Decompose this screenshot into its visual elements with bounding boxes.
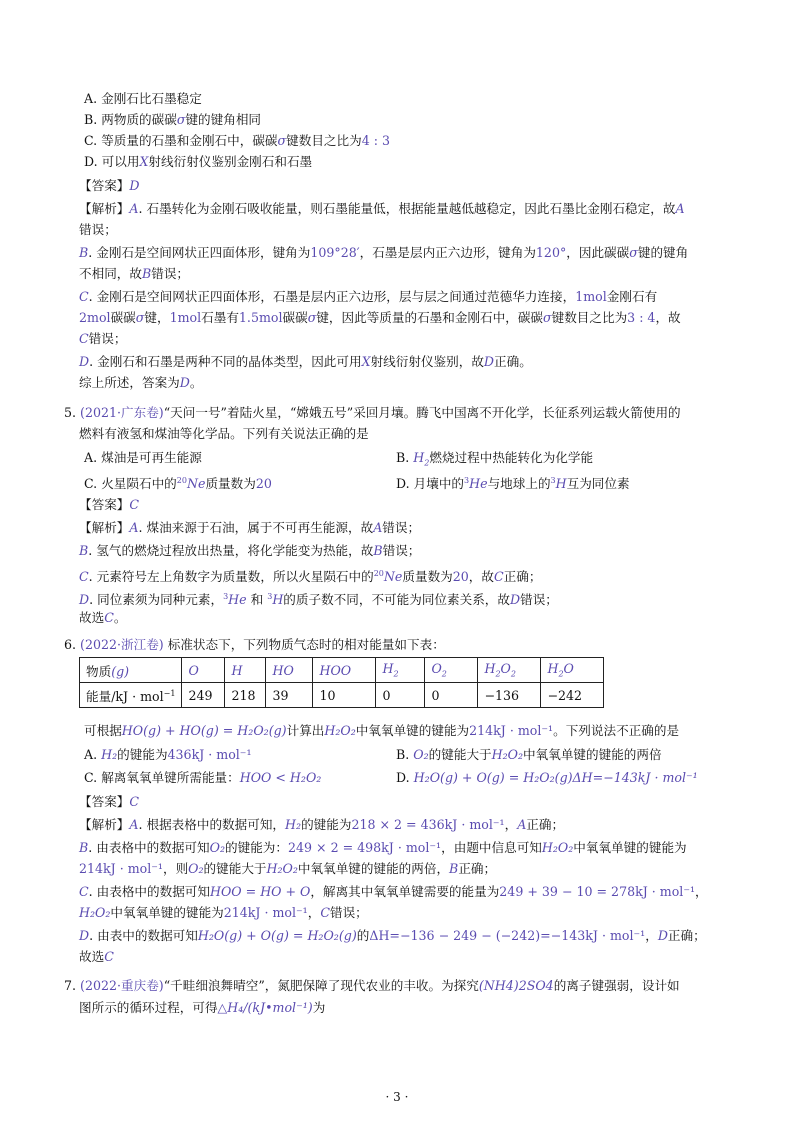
q6-analysis-c-cont: H₂O₂中氧氧单键的键能为214kJ · mol⁻¹，C错误； — [79, 905, 368, 920]
q5-option-c: C. 火星陨石中的$^{20}$Ne质量数为20 — [84, 476, 272, 492]
q4-answer: 【答案】D — [79, 178, 140, 193]
q5-select: 故选C。 — [79, 610, 127, 625]
q6-analysis-c: C. 由表格中的数据可知HOO = HO + O，解离其中氧氧单键需要的能量为249 + 39 − 10 = 278kJ · mol⁻¹， — [79, 884, 708, 899]
q4-analysis-b-cont: 不相同，故B错误； — [79, 266, 190, 281]
q5-analysis-c: C. 元素符号左上角数字为质量数，所以火星陨石中的$^{20}$Ne质量数为20，故C正确； — [79, 569, 542, 585]
q6-option-c: C. 解离氧氧单键所需能量：HOO < H₂O₂ — [84, 770, 322, 785]
q6-analysis-d: D. 由表中的数据可知H₂O(g) + O(g) = H₂O₂(g)的ΔH=−136 − 249 − (−242)=−143kJ · mol⁻¹，D正确； — [79, 928, 706, 943]
q5-analysis-b: B. 氢气的燃烧过程放出热量，将化学能变为热能，故B错误； — [79, 543, 421, 558]
q4-analysis-c: C. 金刚石是空间网状正四面体形，石墨是层内正六边形，层与层之间通过范德华力连接，1mol金刚石有 — [79, 289, 658, 304]
q4-summary: 综上所述，答案为D。 — [79, 375, 203, 390]
table-cell: 能量/kJ · mol$^{-1}$ — [80, 683, 182, 708]
q4-analysis-a-cont: 错误； — [79, 222, 117, 237]
q6-analysis-a: 【解析】A. 根据表格中的数据可知，H₂的键能为218 × 2 = 436kJ · mol⁻¹，A正确； — [79, 817, 565, 832]
q6-answer: 【答案】C — [79, 794, 140, 809]
q6-option-a: A. H₂的键能为436kJ · mol⁻¹ — [84, 747, 252, 762]
table-cell: $H_2O$ — [541, 658, 604, 683]
table-row — [80, 683, 604, 708]
q4-analysis-b: B. 金刚石是空间网状正四面体形，键角为109°28′，石墨是层内正六边形，键角为120°，因此碳碳σ键的键角 — [79, 245, 689, 260]
q5-stem-cont: 燃料有液氢和煤油等化学品。下列有关说法正确的是 — [79, 426, 369, 441]
q6-analysis-b: B. 由表格中的数据可知O₂的键能为：249 × 2 = 498kJ · mol⁻¹，由题中信息可知H₂O₂中氧氧单键的键能为 — [79, 840, 687, 855]
table-cell: 39 — [266, 683, 313, 708]
table-cell: 0 — [425, 683, 478, 708]
q4-option-a: A. 金刚石比石墨稳定 — [84, 91, 202, 106]
table-cell: HO — [266, 658, 313, 683]
q7-stem: 7. (2022·重庆卷)“千畦细浪舞晴空”，氮肥保障了现代农业的丰收。为探究(NH4)2SO4的离子键强弱，设计如 — [64, 978, 680, 993]
table-cell: 10 — [313, 683, 376, 708]
table-cell: O — [182, 658, 225, 683]
table-cell: H — [225, 658, 266, 683]
table-cell: 0 — [376, 683, 425, 708]
q4-option-d: D. 可以用X射线衍射仪鉴别金刚石和石墨 — [84, 154, 313, 169]
q6-stem: 6. (2022·浙江卷) 标准状态下，下列物质气态时的相对能量如下表： — [64, 637, 445, 652]
table-cell: −242 — [541, 683, 604, 708]
energy-table — [79, 657, 604, 708]
q7-stem-cont: 图所示的循环过程，可得△H₄/(kJ•mol⁻¹)为 — [79, 1000, 326, 1015]
q4-analysis-c-end: C错误； — [79, 331, 127, 346]
q6-option-d: D. H₂O(g) + O(g) = H₂O₂(g)ΔH=−143kJ · mol⁻¹ — [396, 770, 698, 785]
table-cell: 249 — [182, 683, 225, 708]
q6-option-b: B. O₂的键能大于H₂O₂中氧氧单键的键能的两倍 — [396, 747, 662, 762]
q5-analysis-a: 【解析】A. 煤油来源于石油，属于不可再生能源，故A错误； — [79, 520, 421, 535]
q6-select: 故选C — [79, 949, 114, 964]
table-cell: 物质(g) — [80, 658, 182, 683]
table-cell: $H_2O_2$ — [478, 658, 541, 683]
q4-option-b: B. 两物质的碳碳σ键的键角相同 — [84, 112, 261, 127]
q5-option-d: D. 月壤中的$^3$He与地球上的$^3$H互为同位素 — [396, 476, 630, 492]
table-cell: 218 — [225, 683, 266, 708]
q4-analysis-d: D. 金刚石和石墨是两种不同的晶体类型，因此可用X射线衍射仪鉴别，故D正确。 — [79, 354, 532, 369]
q6-analysis-b-cont: 214kJ · mol⁻¹，则O₂的键能大于H₂O₂中氧氧单键的键能的两倍，B正确； — [79, 861, 497, 876]
q5-option-a: A. 煤油是可再生能源 — [84, 450, 202, 465]
q5-analysis-d: D. 同位素须为同种元素，$^3$He 和 $^3$H的质子数不同，不可能为同位素关系，故D错误； — [79, 592, 558, 608]
table-row — [80, 658, 604, 683]
q5-option-b: B. $H_2$燃烧过程中热能转化为化学能 — [396, 450, 594, 468]
q4-option-c: C. 等质量的石墨和金刚石中，碳碳σ键数目之比为4 : 3 — [84, 133, 390, 148]
table-cell: −136 — [478, 683, 541, 708]
table-cell: $O_2$ — [425, 658, 478, 683]
q4-analysis-a: 【解析】A. 石墨转化为金刚石吸收能量，则石墨能量低，根据能量越低越稳定，因此石墨比金刚石稳定，故A — [79, 201, 685, 216]
q5-answer: 【答案】C — [79, 497, 140, 512]
table-cell: $H_2$ — [376, 658, 425, 683]
q4-analysis-c-cont: 2mol碳碳σ键，1mol石墨有1.5mol碳碳σ键，因此等质量的石墨和金刚石中，碳碳σ键数目之比为3 : 4，故 — [79, 310, 681, 325]
q6-premise: 可根据HO(g) + HO(g) = H₂O₂(g)计算出H₂O₂中氧氧单键的键能为214kJ · mol⁻¹。下列说法不正确的是 — [84, 723, 680, 738]
table-cell: HOO — [313, 658, 376, 683]
page-number: · 3 · — [385, 1090, 409, 1104]
q5-stem: 5. (2021·广东卷)“天问一号”着陆火星，“嫦娥五号”采回月壤。腾飞中国离不开化学，长征系列运载火箭使用的 — [64, 405, 681, 420]
